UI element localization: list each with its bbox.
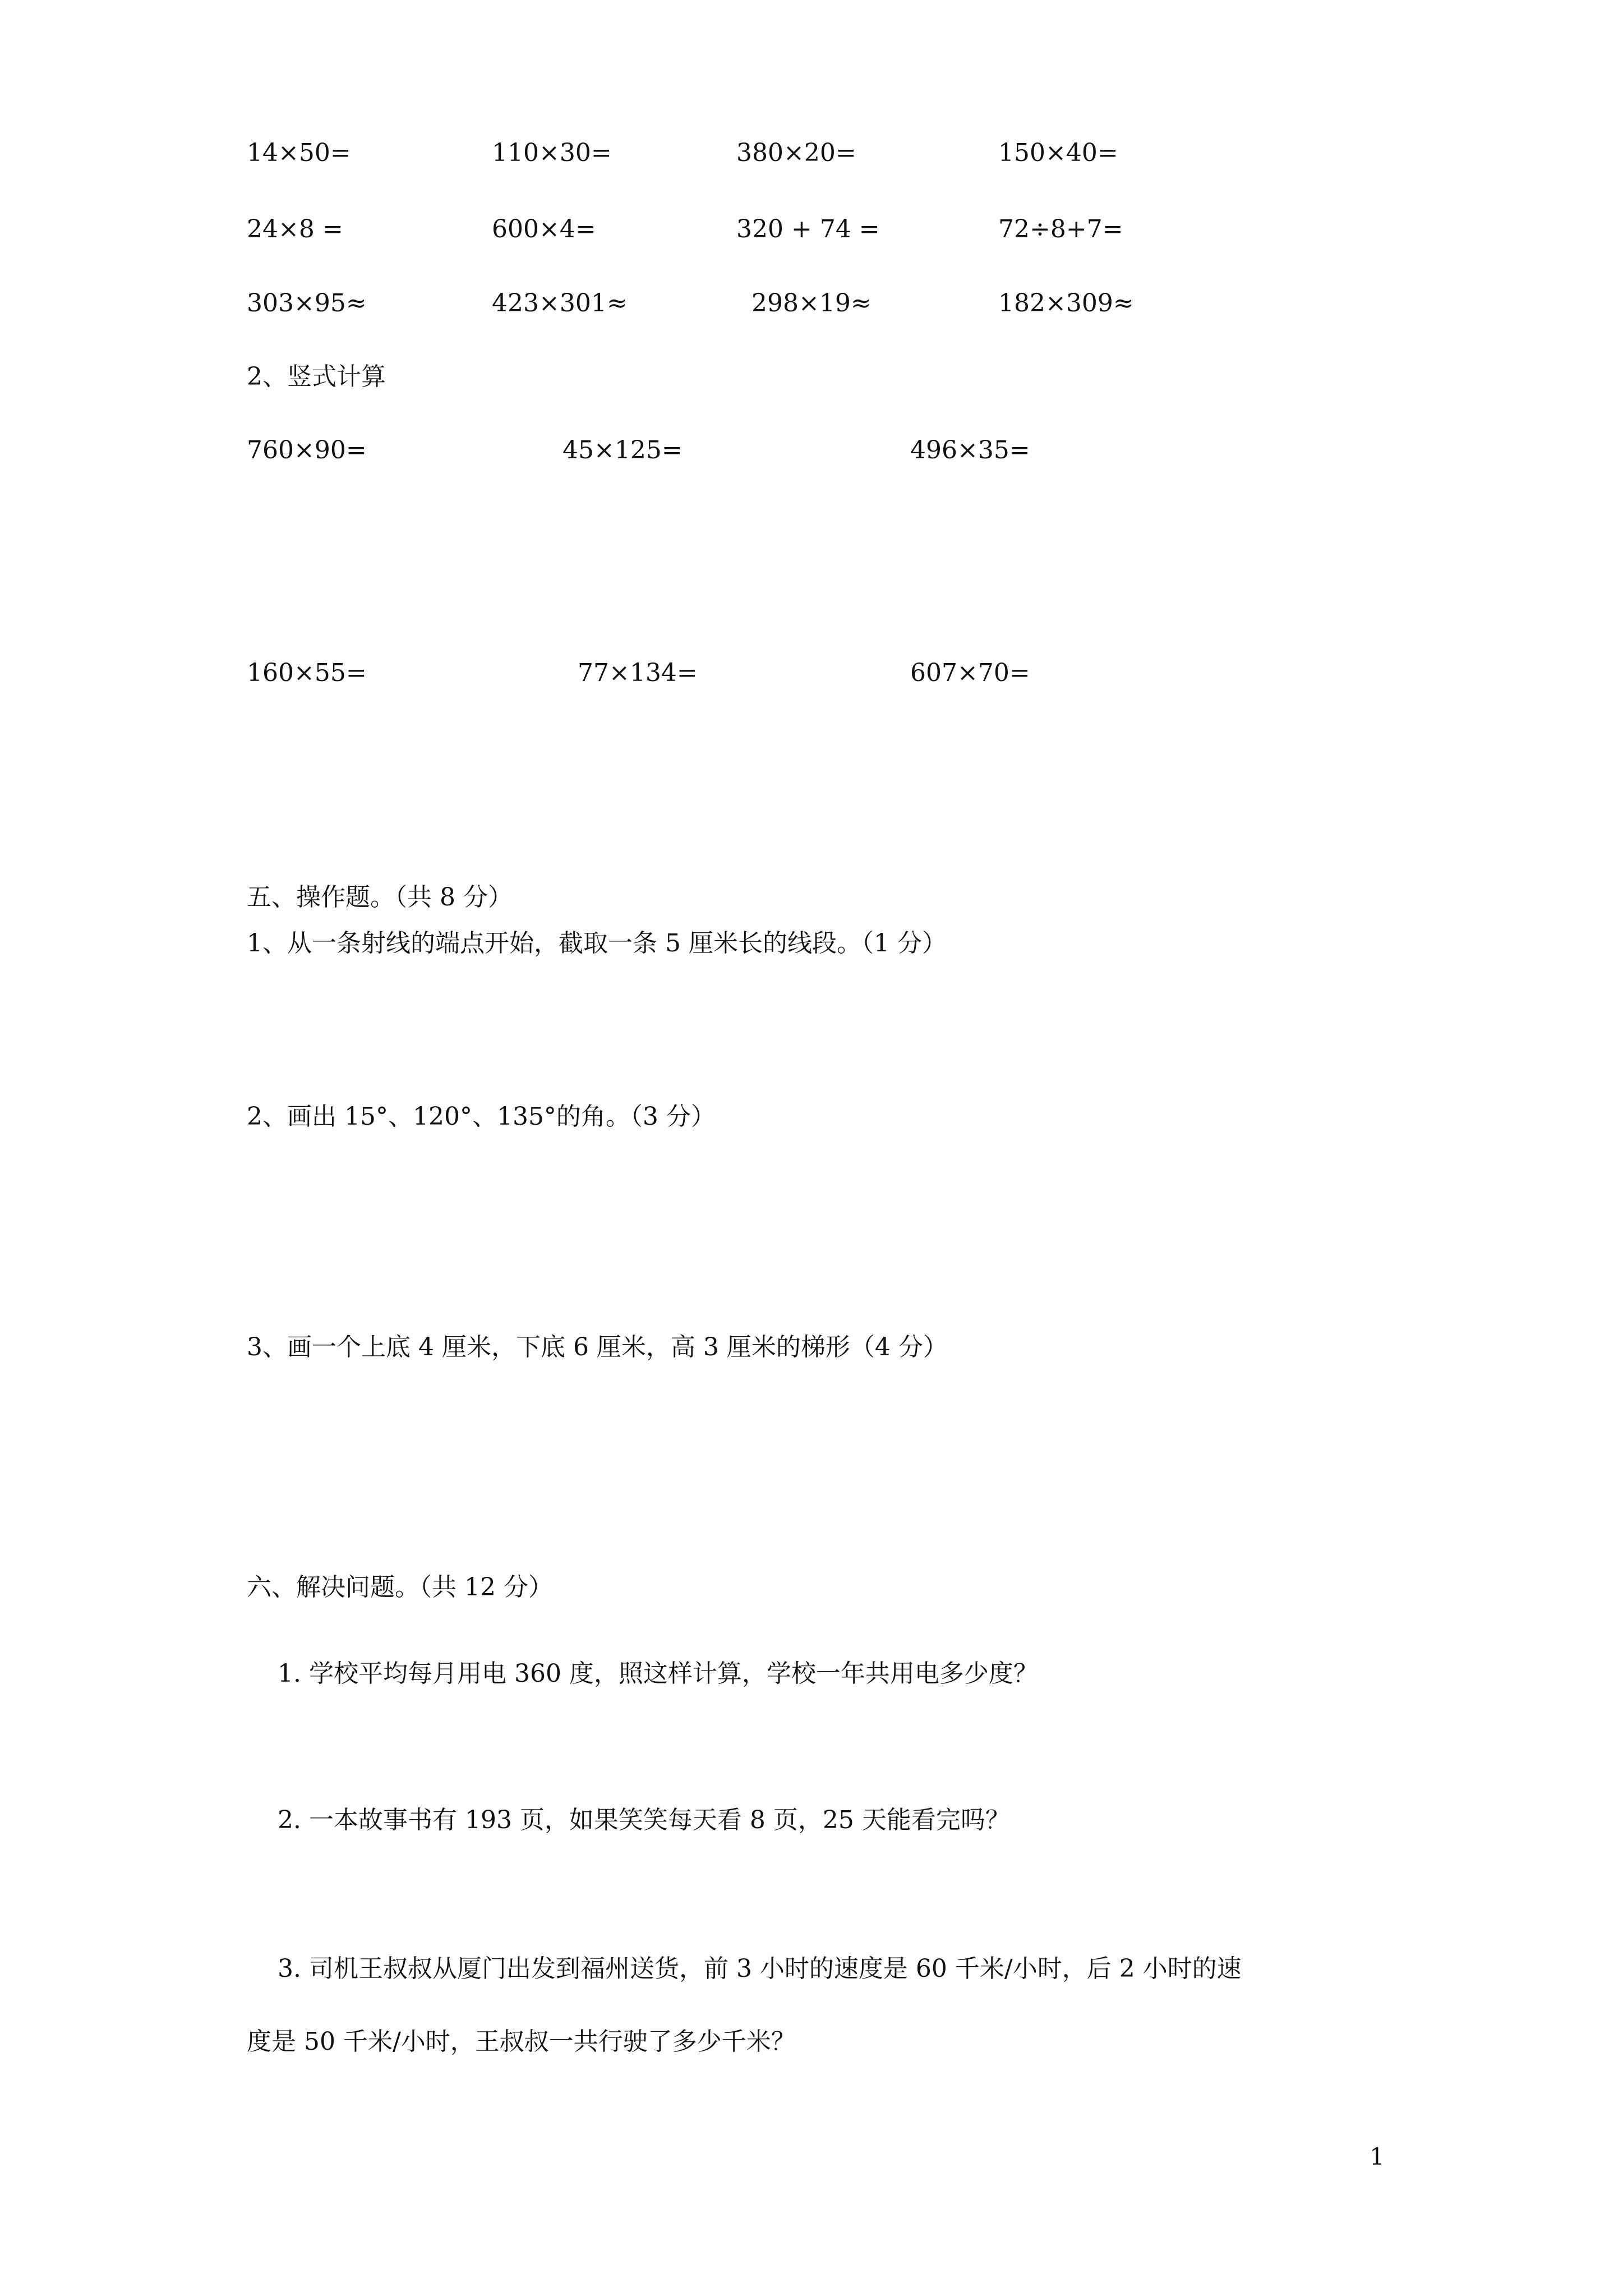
question: 3、画一个上底 4 厘米，下底 6 厘米，高 3 厘米的梯形（4 分） [247,1333,948,1361]
vertical-problem: 77×134= [578,659,698,687]
oral-problem: 150×40= [998,139,1118,167]
question: 3. 司机王叔叔从厦门出发到福州送货，前 3 小时的速度是 60 千米/小时，后 2 小时的速 [278,1954,1242,1983]
oral-problem: 298×19≈ [751,289,872,318]
vertical-calc-heading: 2、竖式计算 [247,362,386,391]
oral-problem: 182×309≈ [998,289,1134,318]
oral-problem: 72÷8+7= [998,215,1123,243]
oral-problem: 110×30= [492,139,612,167]
section-title: 五、操作题。（共 8 分） [247,883,513,912]
vertical-problem: 160×55= [247,659,367,687]
oral-problem: 303×95≈ [247,289,367,318]
vertical-problem: 607×70= [910,659,1030,687]
oral-problem: 320 + 74 = [736,215,880,243]
page-number: 1 [1370,2143,1385,2170]
question: 1、从一条射线的端点开始，截取一条 5 厘米长的线段。（1 分） [247,929,947,958]
question: 1. 学校平均每月用电 360 度，照这样计算，学校一年共用电多少度？ [278,1659,1038,1688]
question: 2. 一本故事书有 193 页，如果笑笑每天看 8 页，25 天能看完吗？ [278,1806,1010,1834]
oral-problem: 600×4= [492,215,596,243]
question-continuation: 度是 50 千米/小时，王叔叔一共行驶了多少千米？ [247,2027,796,2056]
oral-problem: 24×8 = [247,215,343,243]
vertical-problem: 45×125= [562,436,683,464]
vertical-problem: 496×35= [910,436,1030,464]
oral-problem: 423×301≈ [492,289,628,318]
question: 2、画出 15°、120°、135°的角。（3 分） [247,1102,716,1131]
oral-problem: 14×50= [247,139,351,167]
vertical-problem: 760×90= [247,436,367,464]
section-title: 六、解决问题。（共 12 分） [247,1573,553,1602]
oral-problem: 380×20= [736,139,856,167]
